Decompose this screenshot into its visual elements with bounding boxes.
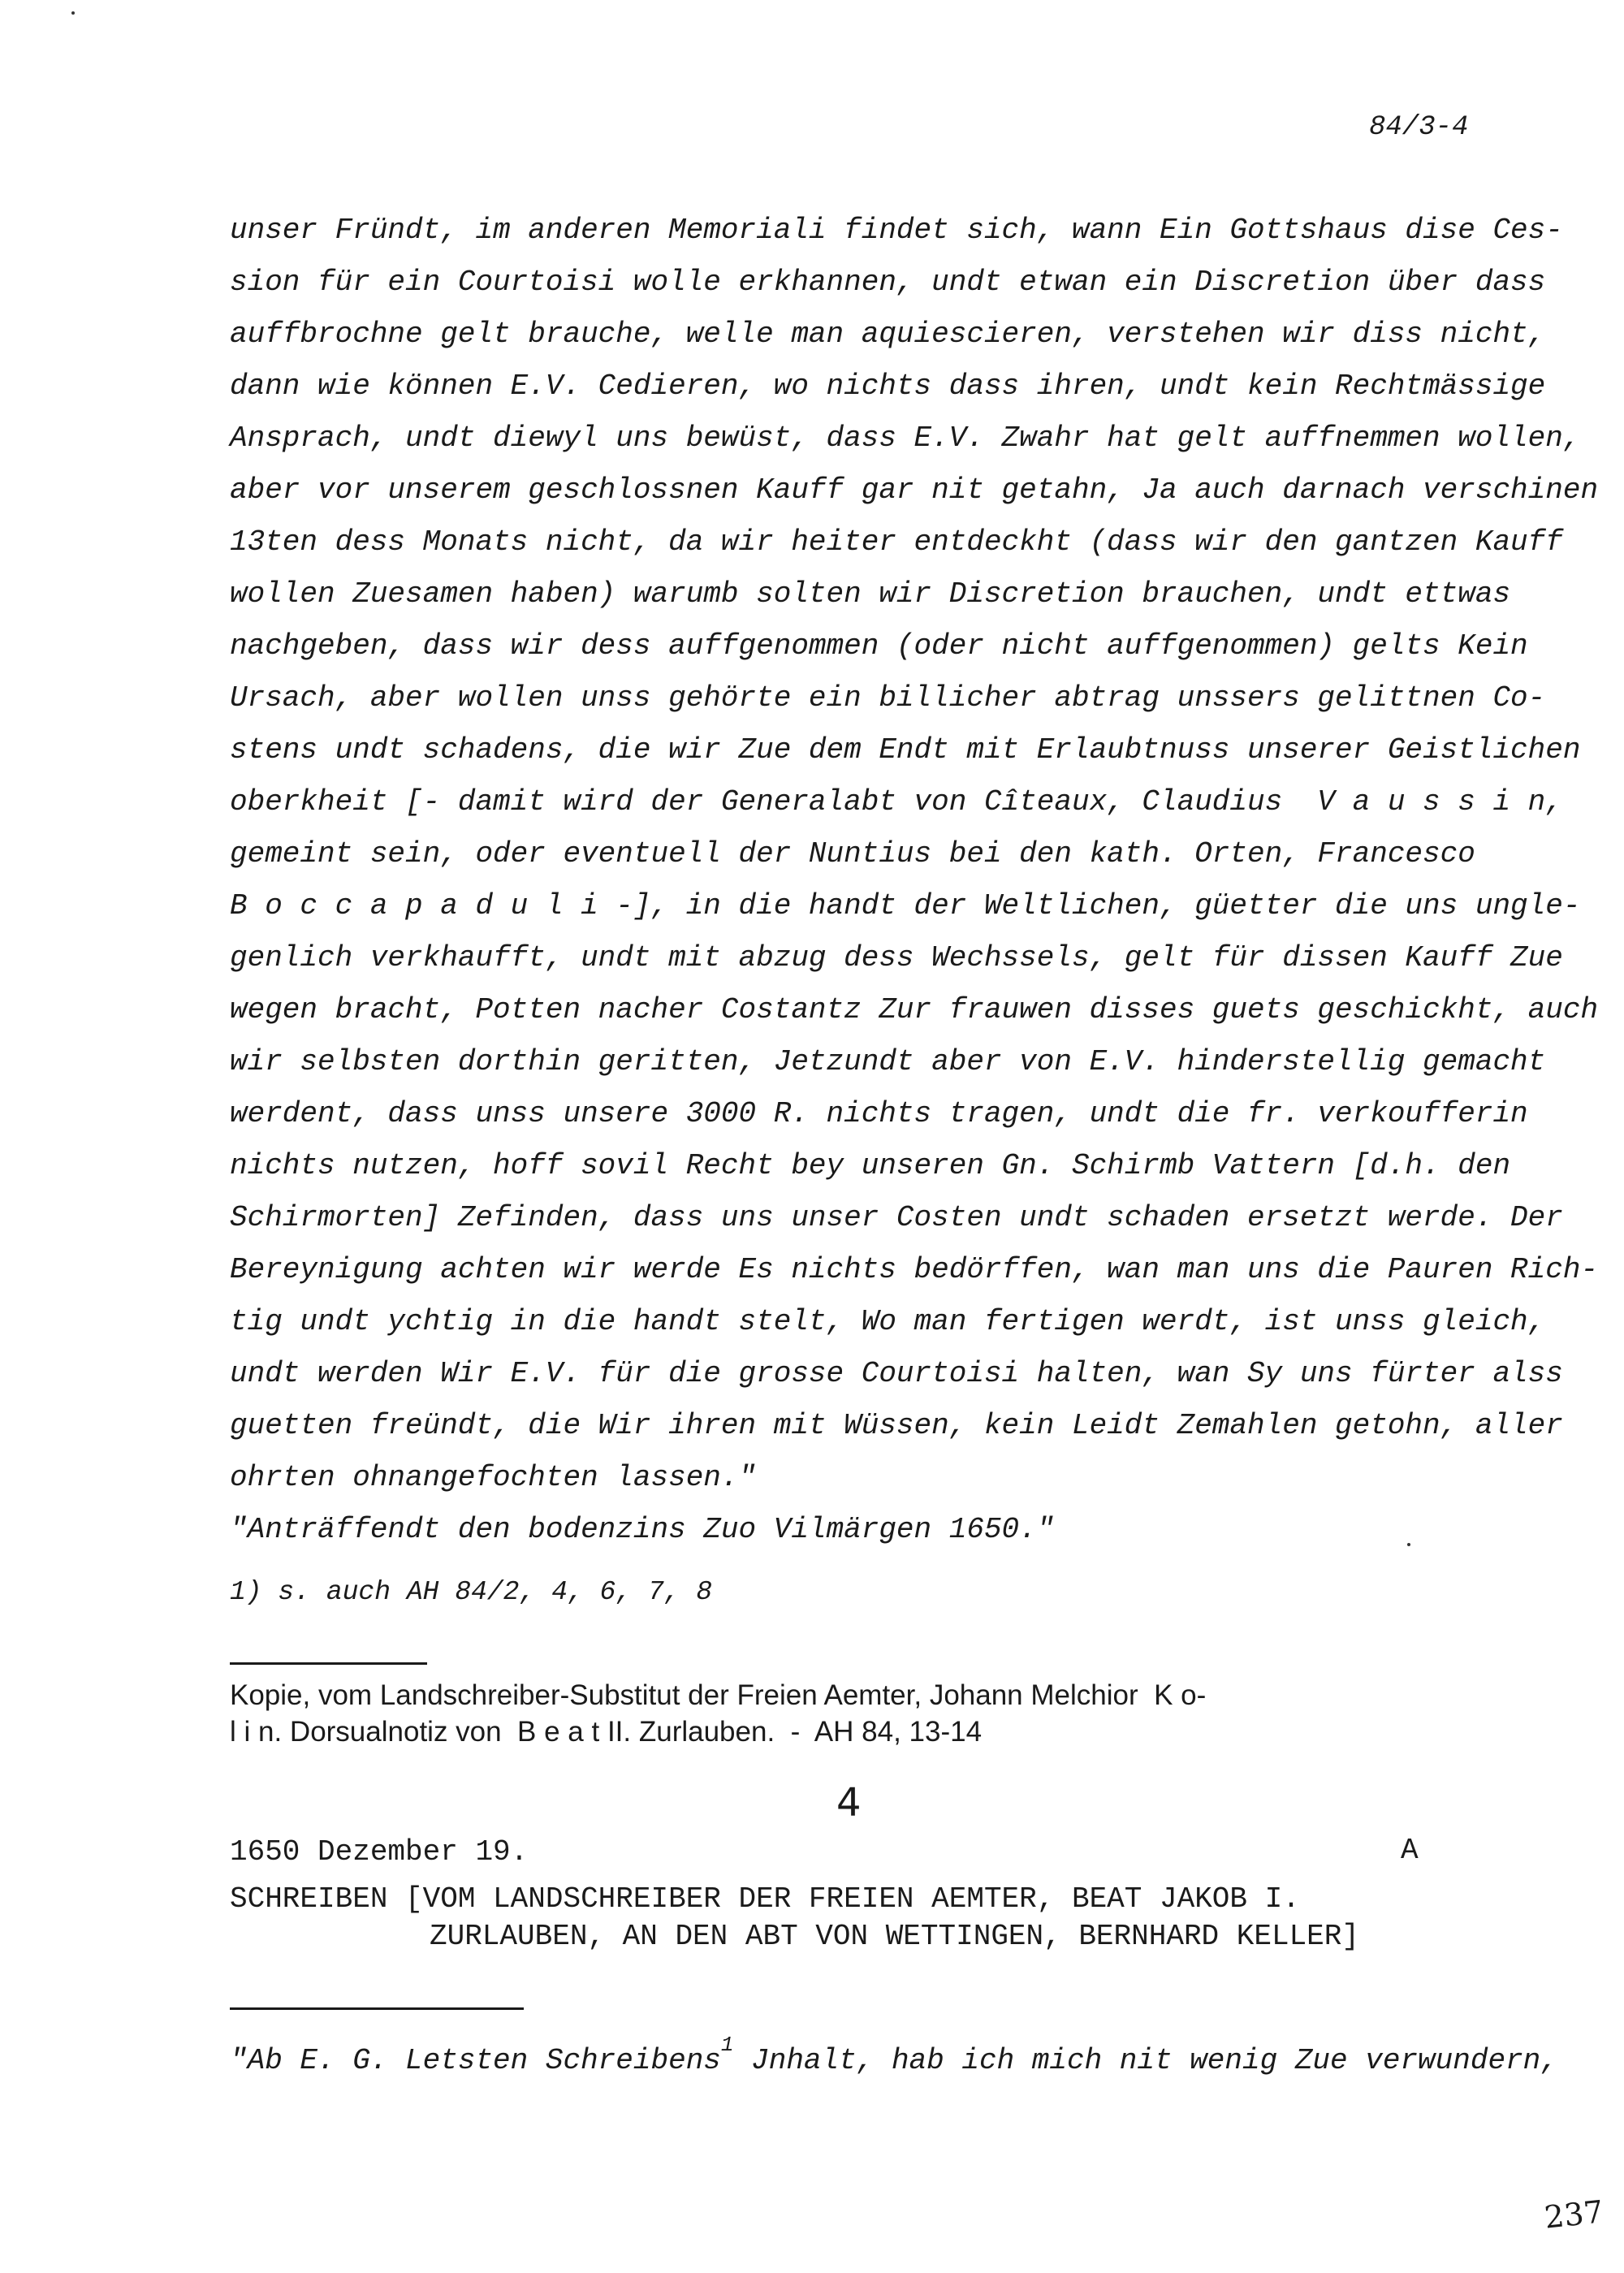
- body-line: guetten freündt, die Wir ihren mit Wüssen, kein Leidt Zemahlen getohn, aller: [230, 1409, 1563, 1442]
- body-line: dann wie können E.V. Cedieren, wo nichts dass ihren, undt kein Rechtmässige: [230, 369, 1546, 403]
- body-line: auffbrochne gelt brauche, welle man aquiescieren, verstehen wir diss nicht,: [230, 318, 1546, 351]
- footnote: 1) s. auch AH 84/2, 4, 6, 7, 8: [230, 1577, 713, 1607]
- body-line: sion für ein Courtoisi wolle erkhannen, undt etwan ein Discretion über dass: [230, 266, 1546, 299]
- body-line: nichts nutzen, hoff sovil Recht bey unseren Gn. Schirmb Vattern [d.h. den: [230, 1149, 1511, 1182]
- body-line: nachgeben, dass wir dess auffgenommen (oder nicht auffgenommen) gelts Kein: [230, 629, 1528, 663]
- document-date: 1650 Dezember 19.: [230, 1835, 529, 1869]
- scan-speck: [1407, 1543, 1410, 1546]
- body-line: Schirmorten] Zefinden, dass uns unser Costen undt schaden ersetzt werde. Der: [230, 1201, 1563, 1234]
- body-line: undt werden Wir E.V. für die grosse Courtoisi halten, wan Sy uns fürter alss: [230, 1357, 1563, 1390]
- page-number: 84/3-4: [1369, 112, 1469, 143]
- body-line: wollen Zuesamen haben) warumb solten wir Discretion brauchen, undt ettwas: [230, 577, 1511, 611]
- body-line: oberkheit [- damit wird der Generalabt von Cîteaux, Claudius V a u s s i n,: [230, 785, 1563, 819]
- body-line: 13ten dess Monats nicht, da wir heiter entdeckht (dass wir den gantzen Kauff: [230, 525, 1563, 559]
- dorsal-note-line: "Anträffendt den bodenzins Zuo Vilmärgen 1650.": [230, 1513, 1055, 1546]
- letter-opening-end: Jnhalt, hab ich mich nit wenig Zue verwundern,: [733, 2044, 1558, 2077]
- source-note-line: Kopie, vom Landschreiber-Substitut der Freien Aemter, Johann Melchior K o-: [230, 1679, 1207, 1711]
- divider: [230, 2007, 524, 2010]
- series-letter: A: [1401, 1834, 1419, 1867]
- body-line: tig undt ychtig in die handt stelt, Wo man fertigen werdt, ist unss gleich,: [230, 1305, 1546, 1338]
- body-line: unser Fründt, im anderen Memoriali findet sich, wann Ein Gottshaus dise Ces-: [230, 214, 1563, 247]
- letter-opening: [230, 2033, 1558, 2077]
- body-line: gemeint sein, oder eventuell der Nuntius bei den kath. Orten, Francesco: [230, 837, 1475, 871]
- body-line: genlich verkhaufft, undt mit abzug dess Wechssels, gelt für dissen Kauff Zue: [230, 941, 1563, 974]
- footnote-marker: 1: [720, 2033, 734, 2057]
- document-heading-line: ZURLAUBEN, AN DEN ABT VON WETTINGEN, BERNHARD KELLER]: [430, 1920, 1359, 1953]
- body-line: Bereynigung achten wir werde Es nichts bedörffen, wan man uns die Pauren Rich-: [230, 1253, 1599, 1286]
- scan-speck: [71, 11, 75, 15]
- document-number: 4: [836, 1780, 862, 1826]
- handwritten-folio-number: 237: [1542, 2193, 1605, 2236]
- body-line: stens undt schadens, die wir Zue dem Endt mit Erlaubtnuss unserer Geistlichen: [230, 733, 1581, 767]
- body-line: aber vor unserem geschlossnen Kauff gar nit getahn, Ja auch darnach verschinen: [230, 473, 1599, 507]
- body-line: wir selbsten dorthin geritten, Jetzundt aber von E.V. hinderstellig gemacht: [230, 1045, 1546, 1078]
- body-line: Ansprach, undt diewyl uns bewüst, dass E.V. Zwahr hat gelt auffnemmen wollen,: [230, 421, 1581, 455]
- source-note-line: l i n. Dorsualnotiz von B e a t II. Zurlauben. - AH 84, 13-14: [230, 1716, 983, 1748]
- letter-body: [230, 205, 1599, 1556]
- body-line: werdent, dass unss unsere 3000 R. nichts tragen, undt die fr. verkoufferin: [230, 1097, 1528, 1130]
- body-line: ohrten ohnangefochten lassen.": [230, 1461, 757, 1494]
- body-line: B o c c a p a d u l i -], in die handt der Weltlichen, güetter die uns ungle-: [230, 889, 1581, 923]
- divider: [230, 1662, 427, 1665]
- document-heading-line: SCHREIBEN [VOM LANDSCHREIBER DER FREIEN AEMTER, BEAT JAKOB I.: [230, 1882, 1300, 1916]
- body-line: Ursach, aber wollen unss gehörte ein billicher abtrag unssers gelittnen Co-: [230, 681, 1546, 715]
- body-line: wegen bracht, Potten nacher Costantz Zur frauwen disses guets geschickht, auch: [230, 993, 1599, 1026]
- letter-opening-start: "Ab E. G. Letsten Schreibens: [230, 2044, 721, 2077]
